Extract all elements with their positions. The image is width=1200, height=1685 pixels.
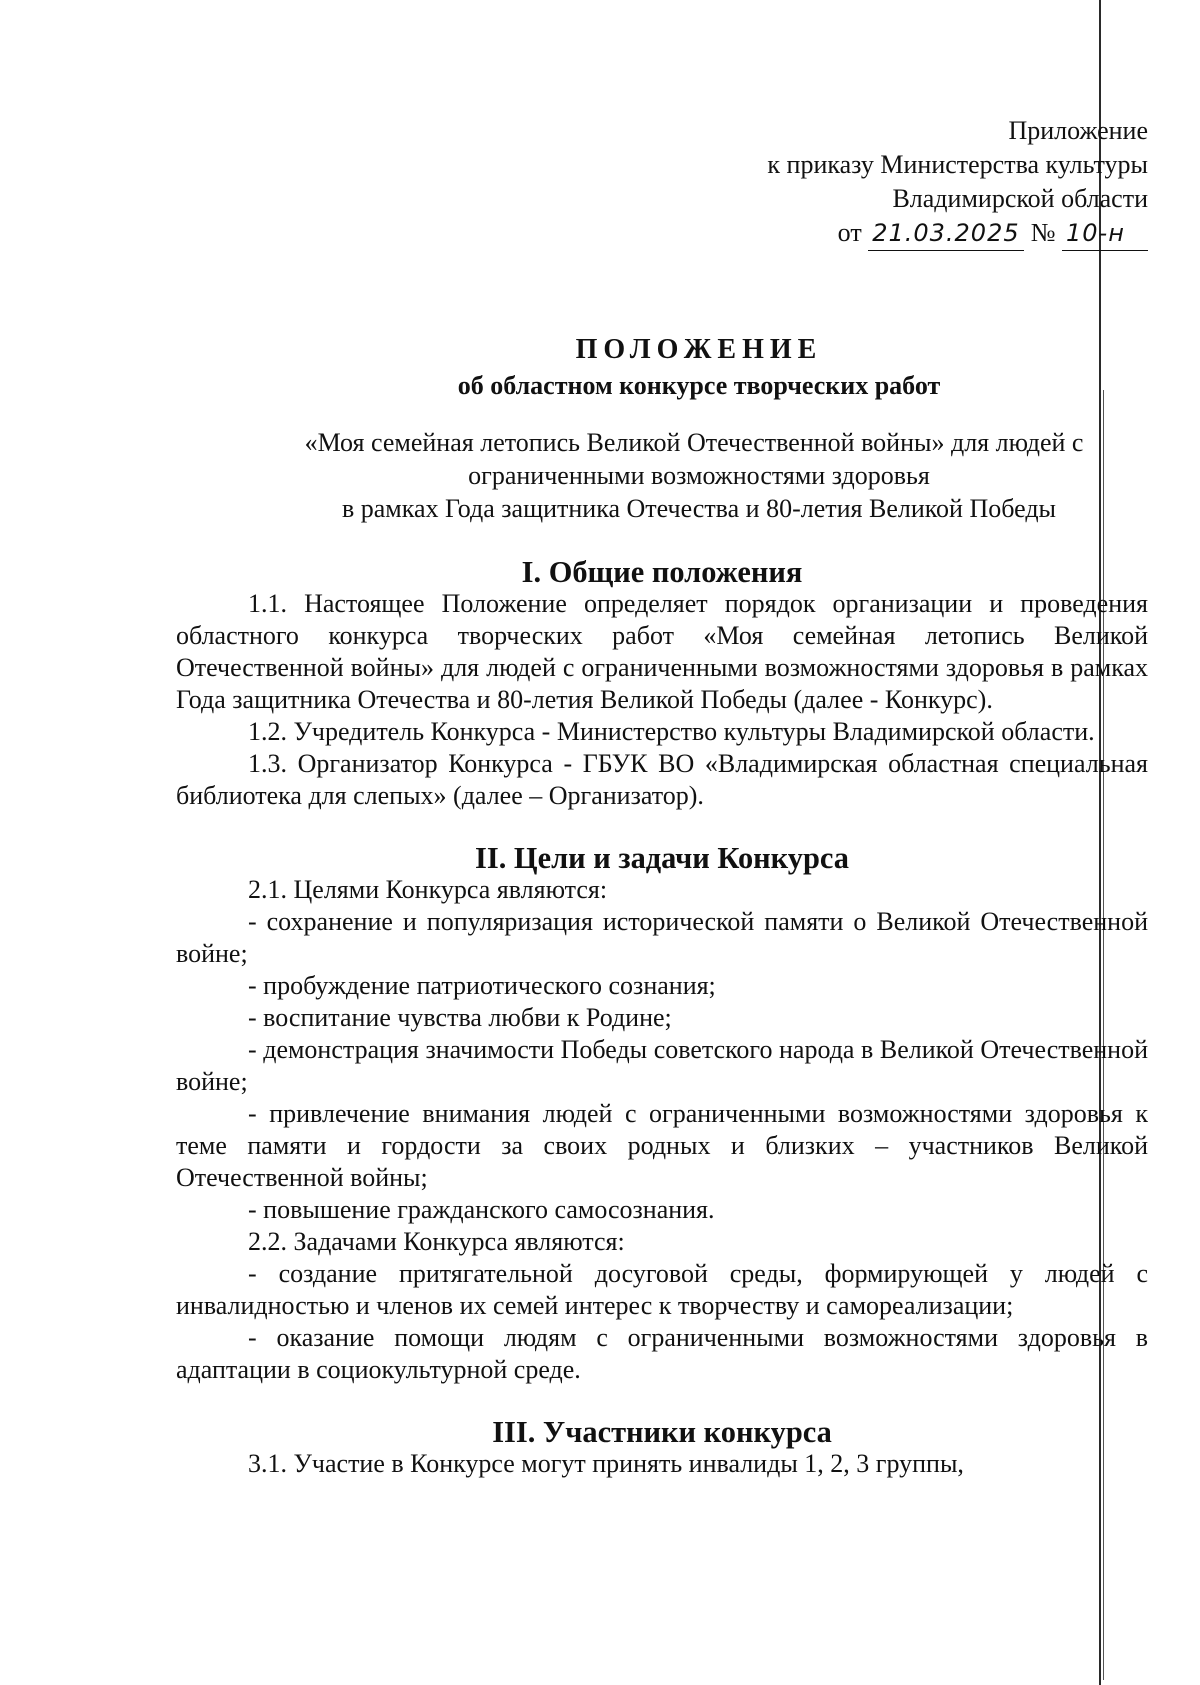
section-1-heading: I. Общие положения <box>521 555 803 589</box>
document-title-sub: об областном конкурсе творческих работ <box>457 371 941 400</box>
number-prefix: № <box>1030 218 1056 247</box>
document-body <box>176 556 1148 1480</box>
number-field <box>1062 216 1148 251</box>
appendix-date-line <box>767 216 1148 251</box>
handwritten-date: 21.03.2025 <box>872 219 1020 247</box>
subtitle-line-2: ограниченными возможностями здоровья <box>468 461 930 490</box>
handwritten-number: 10-н <box>1066 219 1125 247</box>
document-title: ПОЛОЖЕНИЕ <box>575 334 823 365</box>
goal-item: - демонстрация значимости Победы советского народа в Великой Отечественной войне; <box>176 1035 1148 1096</box>
paragraph-3-1: 3.1. Участие в Конкурсе могут принять инвалиды 1, 2, 3 группы, <box>248 1449 964 1478</box>
date-prefix: от <box>837 218 862 247</box>
appendix-header <box>767 114 1148 251</box>
appendix-line-3: Владимирской области <box>892 184 1148 213</box>
appendix-line-1: Приложение <box>1008 116 1148 145</box>
document-subtitle <box>0 426 1200 525</box>
paragraph-2-2: 2.2. Задачами Конкурса являются: <box>248 1227 625 1256</box>
paragraph-1-2: 1.2. Учредитель Конкурса - Министерство культуры Владимирской области. <box>248 717 1095 746</box>
goal-item: - пробуждение патриотического сознания; <box>248 971 716 1000</box>
subtitle-line-3: в рамках Года защитника Отечества и 80-летия Великой Победы <box>341 494 1057 523</box>
task-item: - создание притягательной досуговой среды, формирующей у людей с инвалидностью и членов их семей интерес к творчеству и самореализации; <box>176 1259 1148 1320</box>
paragraph-2-1: 2.1. Целями Конкурса являются: <box>248 875 608 904</box>
section-2-heading: II. Цели и задачи Конкурса <box>475 841 849 875</box>
section-3-heading: III. Участники конкурса <box>492 1415 832 1449</box>
goal-item: - повышение гражданского самосознания. <box>248 1195 715 1224</box>
paragraph-1-3: 1.3. Организатор Конкурса - ГБУК ВО «Владимирская областная специальная библиотека для слепых» (далее – Организатор). <box>176 749 1148 810</box>
goal-item: - сохранение и популяризация исторической памяти о Великой Отечественной войне; <box>176 907 1148 968</box>
subtitle-line-1: «Моя семейная летопись Великой Отечественной войны» для людей с <box>304 428 1084 457</box>
paragraph-1-1: 1.1. Настоящее Положение определяет порядок организации и проведения областного конкурса творческих работ «Моя семейная летопись Великой Отечественной войны» для людей с ограниченными возможностями здоровья в рамках Года защитника Отечества и 80-летия Великой Победы (далее - Конкурс). <box>176 589 1148 714</box>
task-item: - оказание помощи людям с ограниченными возможностями здоровья в адаптации в социокультурной среде. <box>176 1323 1148 1384</box>
goal-item: - привлечение внимания людей с ограниченными возможностями здоровья к теме памяти и гордости за своих родных и близких – участников Великой Отечественной войны; <box>176 1099 1148 1192</box>
appendix-line-2: к приказу Министерства культуры <box>767 150 1148 179</box>
date-field <box>868 216 1024 251</box>
goal-item: - воспитание чувства любви к Родине; <box>248 1003 672 1032</box>
